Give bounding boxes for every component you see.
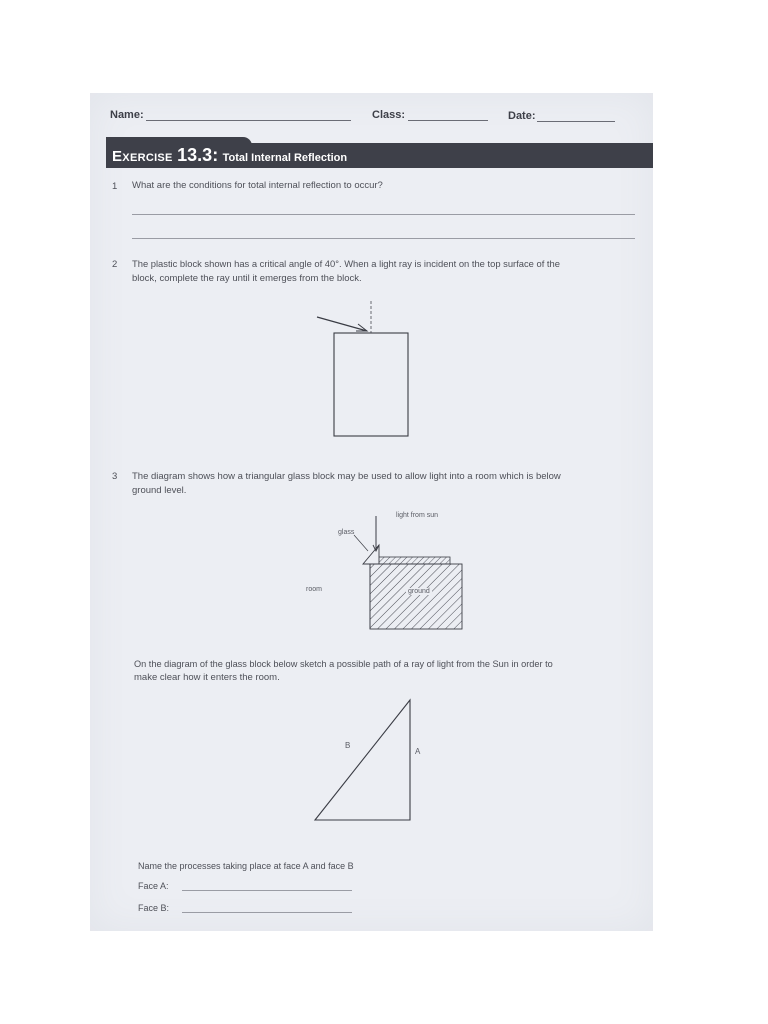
name-label: Name: xyxy=(110,109,144,121)
label-ground: ground xyxy=(408,588,430,595)
q2-number: 2 xyxy=(112,259,118,270)
processes-prompt: Name the processes taking place at face A and face B xyxy=(138,861,354,871)
face-a-answer-line[interactable] xyxy=(182,890,352,891)
exercise-title: Total Internal Reflection xyxy=(222,152,348,164)
exercise-number: 13.3: xyxy=(177,145,219,165)
q3-text-line-1: The diagram shows how a triangular glass block may be used to allow light into a room which is below xyxy=(132,471,561,482)
q2-text-line-1: The plastic block shown has a critical angle of 40°. When a light ray is incident on the top surface of the xyxy=(132,258,560,269)
exercise-word: Exercise xyxy=(112,148,173,165)
label-glass: glass xyxy=(338,529,355,536)
q3-instruction-line-2: make clear how it enters the room. xyxy=(134,672,280,683)
face-a-label: Face A: xyxy=(138,881,169,891)
q3-number: 3 xyxy=(112,471,118,482)
q2-text-line-2: block, complete the ray until it emerges from the block. xyxy=(132,273,362,284)
q1-text: What are the conditions for total internal reflection to occur? xyxy=(132,180,383,191)
face-b-answer-line[interactable] xyxy=(182,912,352,913)
date-label: Date: xyxy=(508,110,536,122)
worksheet-page xyxy=(90,93,653,931)
q3-triangle-diagram xyxy=(90,93,653,931)
label-face-b: B xyxy=(345,741,351,750)
label-room: room xyxy=(306,586,322,593)
label-face-a: A xyxy=(415,747,421,756)
face-b-label: Face B: xyxy=(138,903,170,913)
q3-text-line-2: ground level. xyxy=(132,485,187,496)
q1-number: 1 xyxy=(112,181,118,192)
class-label: Class: xyxy=(372,109,406,121)
label-light-from-sun: light from sun xyxy=(396,512,439,519)
q3-instruction-line-1: On the diagram of the glass block below sketch a possible path of a ray of light from the Sun in order to xyxy=(134,659,553,669)
triangle-glass-block[interactable] xyxy=(315,700,410,820)
